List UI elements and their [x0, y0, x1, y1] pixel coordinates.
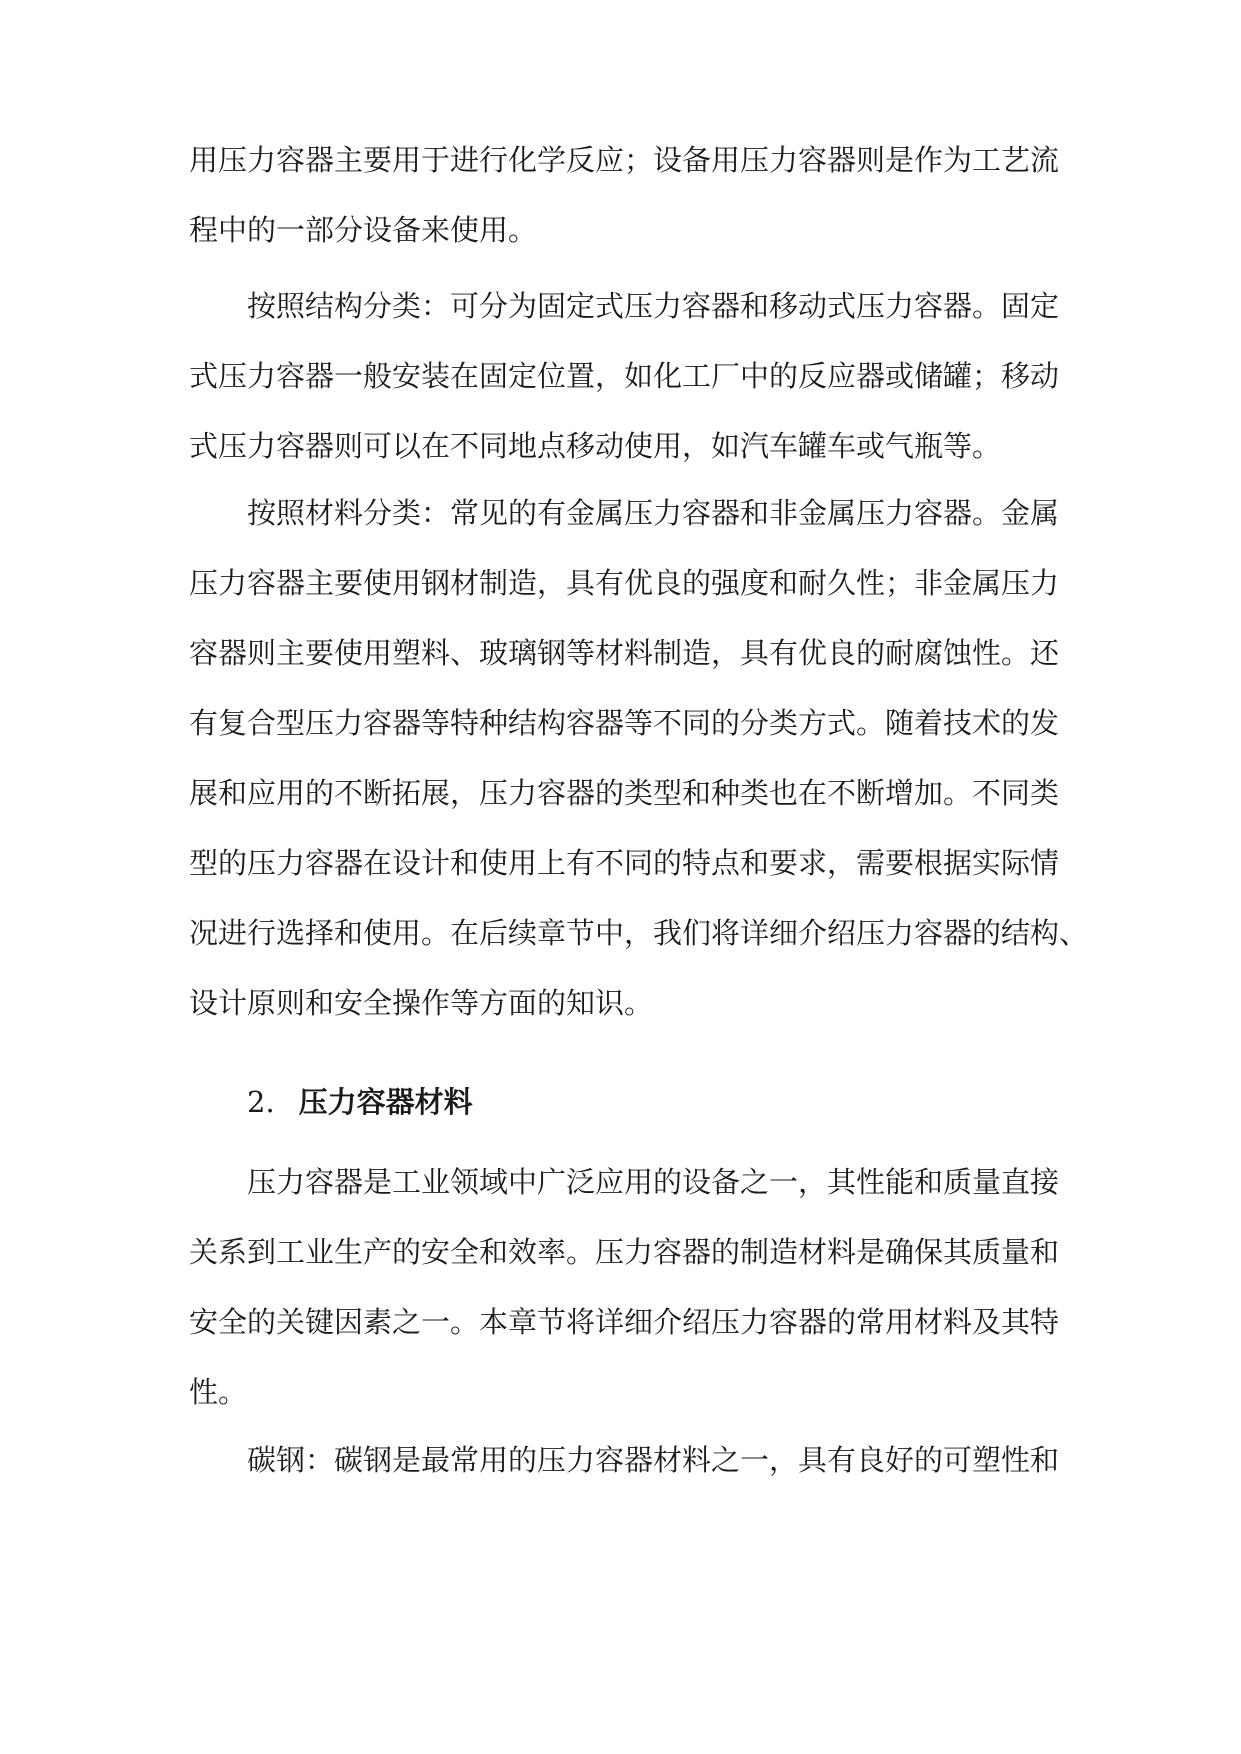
paragraph-line: 压力容器是工业领域中广泛应用的设备之一，其性能和质量直接: [247, 1165, 1060, 1199]
paragraph-line: 型的压力容器在设计和使用上有不同的特点和要求，需要根据实际情: [189, 846, 1060, 880]
paragraph-line: 设计原则和安全操作等方面的知识。: [189, 986, 654, 1020]
paragraph-line: 式压力容器一般安装在固定位置，如化工厂中的反应器或储罐；移动: [189, 359, 1060, 393]
paragraph-line: 按照材料分类：常见的有金属压力容器和非金属压力容器。金属: [247, 496, 1060, 530]
paragraph-line: 程中的一部分设备来使用。: [189, 213, 538, 247]
paragraph-line: 碳钢：碳钢是最常用的压力容器材料之一，具有良好的可塑性和: [247, 1443, 1060, 1477]
paragraph-line: 按照结构分类：可分为固定式压力容器和移动式压力容器。固定: [247, 289, 1060, 323]
paragraph-line: 容器则主要使用塑料、玻璃钢等材料制造，具有优良的耐腐蚀性。还: [189, 636, 1060, 670]
paragraph-line: 用压力容器主要用于进行化学反应；设备用压力容器则是作为工艺流: [189, 143, 1060, 177]
section-title: 压力容器材料: [298, 1085, 473, 1119]
paragraph-line: 展和应用的不断拓展，压力容器的类型和种类也在不断增加。不同类: [189, 776, 1060, 810]
section-number: 2.: [247, 1085, 275, 1119]
paragraph-line: 况进行选择和使用。在后续章节中，我们将详细介绍压力容器的结构、: [189, 916, 1089, 950]
paragraph-line: 性。: [189, 1375, 248, 1409]
paragraph-line: 式压力容器则可以在不同地点移动使用，如汽车罐车或气瓶等。: [189, 429, 1002, 463]
paragraph-line: 压力容器主要使用钢材制造，具有优良的强度和耐久性；非金属压力: [189, 566, 1060, 600]
section-heading: [247, 1082, 473, 1122]
paragraph-line: 关系到工业生产的安全和效率。压力容器的制造材料是确保其质量和: [189, 1235, 1060, 1269]
paragraph-line: 有复合型压力容器等特种结构容器等不同的分类方式。随着技术的发: [189, 706, 1060, 740]
paragraph-line: 安全的关键因素之一。本章节将详细介绍压力容器的常用材料及其特: [189, 1305, 1060, 1339]
